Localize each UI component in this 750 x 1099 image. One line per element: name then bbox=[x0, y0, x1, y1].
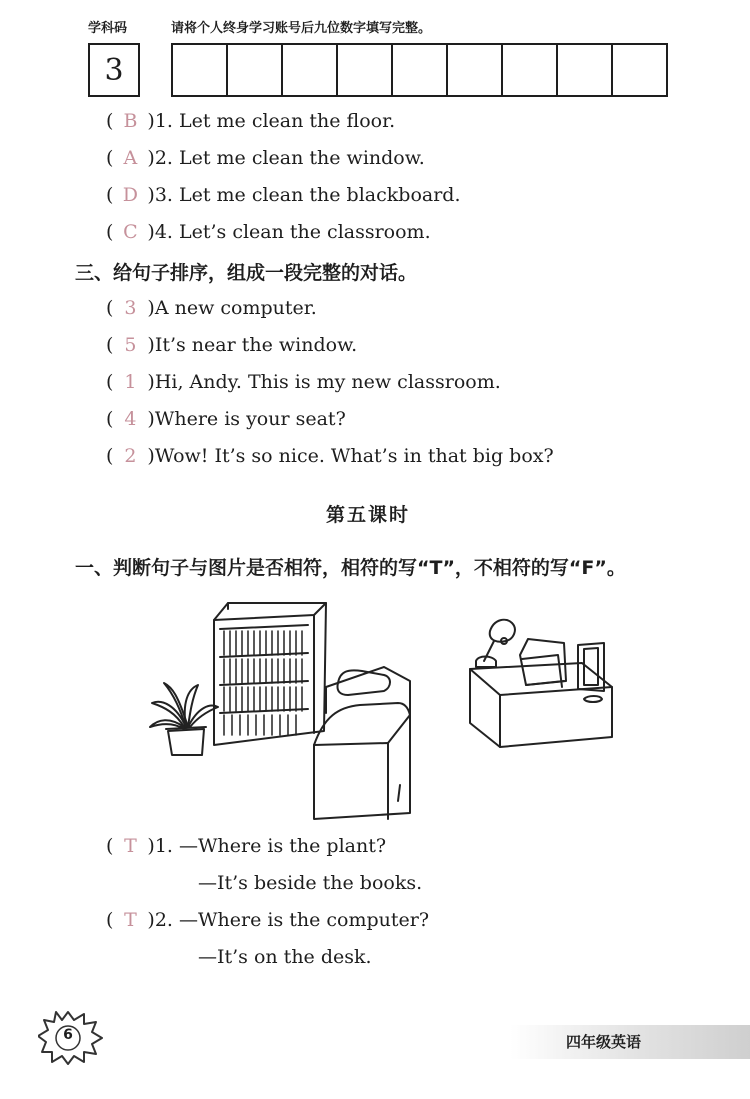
answer-slot[interactable]: 2 bbox=[124, 445, 137, 467]
digit-box[interactable] bbox=[283, 45, 338, 95]
digit-box[interactable] bbox=[503, 45, 558, 95]
lamp-icon bbox=[476, 620, 515, 667]
lesson-title: 第五课时 bbox=[326, 504, 411, 526]
answer-slot[interactable]: 4 bbox=[124, 408, 137, 430]
order-item-4: ( 4 )Where is your seat? bbox=[106, 405, 346, 433]
digit-box[interactable] bbox=[393, 45, 448, 95]
order-item-1: ( 3 )A new computer. bbox=[106, 294, 317, 322]
page-number: 6 bbox=[63, 1027, 73, 1043]
tf-item-2-question: ( T )2. —Where is the computer? bbox=[106, 906, 429, 934]
subject-code-label: 学科码 bbox=[88, 21, 128, 36]
digit-box[interactable] bbox=[173, 45, 228, 95]
answer-slot[interactable]: T bbox=[124, 835, 137, 857]
window-icon bbox=[578, 643, 604, 691]
tf-item-1-reply: —It’s beside the books. bbox=[198, 872, 423, 894]
desk-icon bbox=[470, 663, 612, 747]
order-item-5: ( 2 )Wow! It’s so nice. What’s in that big box? bbox=[106, 442, 554, 470]
bedroom-illustration bbox=[148, 595, 413, 820]
answer-slot[interactable]: 3 bbox=[124, 297, 137, 319]
digit-box[interactable] bbox=[228, 45, 283, 95]
bookshelf-icon bbox=[214, 603, 326, 745]
computer-monitor-icon bbox=[520, 639, 566, 687]
answer-slot[interactable]: D bbox=[122, 184, 139, 206]
desk-illustration bbox=[466, 615, 616, 750]
order-item-2: ( 5 )It’s near the window. bbox=[106, 331, 357, 359]
match-item-1: ( B )1. Let me clean the floor. bbox=[106, 107, 395, 135]
answer-slot[interactable]: C bbox=[123, 221, 138, 243]
digit-box[interactable] bbox=[338, 45, 393, 95]
answer-slot[interactable]: B bbox=[123, 110, 138, 132]
account-instruction: 请将个人终身学习账号后九位数字填写完整。 bbox=[171, 21, 432, 36]
answer-slot[interactable]: A bbox=[123, 147, 138, 169]
order-item-3: ( 1 )Hi, Andy. This is my new classroom. bbox=[106, 368, 501, 396]
section-heading-tf: 一、判断句子与图片是否相符，相符的写“T”，不相符的写“F”。 bbox=[75, 557, 626, 579]
plant-icon bbox=[150, 683, 218, 755]
match-item-3: ( D )3. Let me clean the blackboard. bbox=[106, 181, 461, 209]
book-label: 四年级英语 bbox=[566, 1033, 642, 1051]
bed-icon bbox=[314, 667, 410, 819]
mouse-icon bbox=[584, 696, 602, 702]
answer-slot[interactable]: 1 bbox=[124, 371, 137, 393]
answer-slot[interactable]: 5 bbox=[124, 334, 137, 356]
match-item-4: ( C )4. Let’s clean the classroom. bbox=[106, 218, 431, 246]
match-item-2: ( A )2. Let me clean the window. bbox=[106, 144, 425, 172]
account-digit-boxes[interactable] bbox=[171, 43, 668, 97]
digit-box[interactable] bbox=[613, 45, 666, 95]
answer-slot[interactable]: T bbox=[124, 909, 137, 931]
subject-code-box[interactable]: 3 bbox=[88, 43, 140, 97]
digit-box[interactable] bbox=[448, 45, 503, 95]
section-heading-order: 三、给句子排序，组成一段完整的对话。 bbox=[75, 262, 418, 284]
tf-item-2-reply: —It’s on the desk. bbox=[198, 946, 372, 968]
digit-box[interactable] bbox=[558, 45, 613, 95]
tf-item-1-question: ( T )1. —Where is the plant? bbox=[106, 832, 386, 860]
